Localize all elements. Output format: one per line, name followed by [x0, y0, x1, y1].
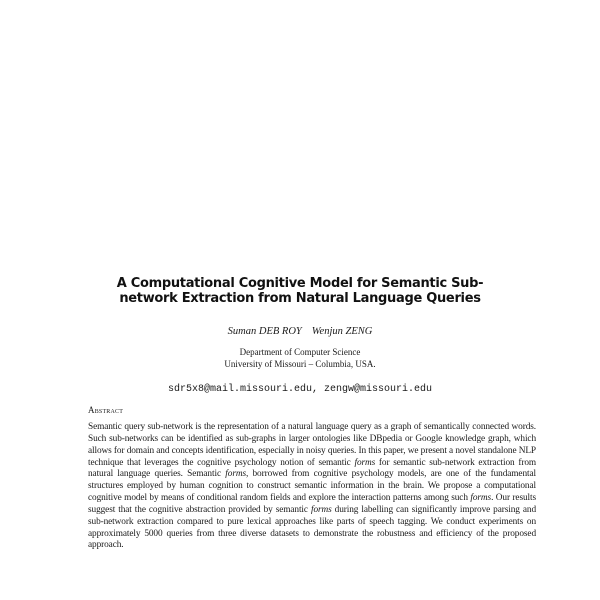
abstract-emphasis: forms: [470, 493, 492, 504]
author-name: Suman DEB ROY: [227, 326, 302, 337]
abstract-emphasis: forms: [225, 469, 246, 480]
author-name: Wenjun ZENG: [311, 326, 373, 337]
abstract-heading: Abstract: [88, 405, 124, 415]
paper-title-line-2: network Extraction from Natural Language Queries: [119, 291, 481, 306]
abstract-emphasis: forms: [354, 457, 376, 468]
affiliation-department: Department of Computer Science: [239, 347, 361, 357]
abstract-text: , borrowed from cognitive psychology models, are one of the fundamental structures employed by human cognition to construct semantic information in the brain. We propose a computational cognitive model by means of conditional random fields and explore the interaction patterns among such: [88, 469, 536, 504]
affiliation-university: University of Missouri – Columbia, USA.: [224, 359, 376, 369]
abstract-text: Semantic query sub-network is the representation of a natural language query as a graph of semantically connected words. Such sub-networks can be identified as sub-graphs in larger ontologies like DBpedia or Google knowledge graph, which allows for domain and concepts identification, especially in noisy queries. In this paper, we present a novel standalone NLP technique that leverages the cognitive psychology notion of semantic: [88, 422, 536, 468]
abstract-text: . Our results suggest that the cognitive abstraction provided by semantic: [88, 493, 537, 515]
abstract-text: for semantic sub-network extraction from natural language queries. Semantic: [88, 457, 536, 480]
paper-title: [60, 276, 540, 306]
affiliation: [60, 346, 540, 370]
abstract-emphasis: forms: [310, 504, 332, 515]
author-list: [60, 325, 540, 338]
abstract-body: [88, 422, 536, 552]
paper-title-line-1: A Computational Cognitive Model for Semantic Sub-: [116, 276, 484, 291]
author-emails: sdr5x8@mail.missouri.edu, zengw@missouri.edu: [167, 384, 433, 395]
abstract-text: during labelling can significantly improve parsing and sub-network extraction compared to pure lexical approaches like parts of speech tagging. We conduct experiments on approximately 5000 queries from three diverse datasets to demonstrate the robustness and efficiency of the proposed approach.: [88, 504, 536, 551]
